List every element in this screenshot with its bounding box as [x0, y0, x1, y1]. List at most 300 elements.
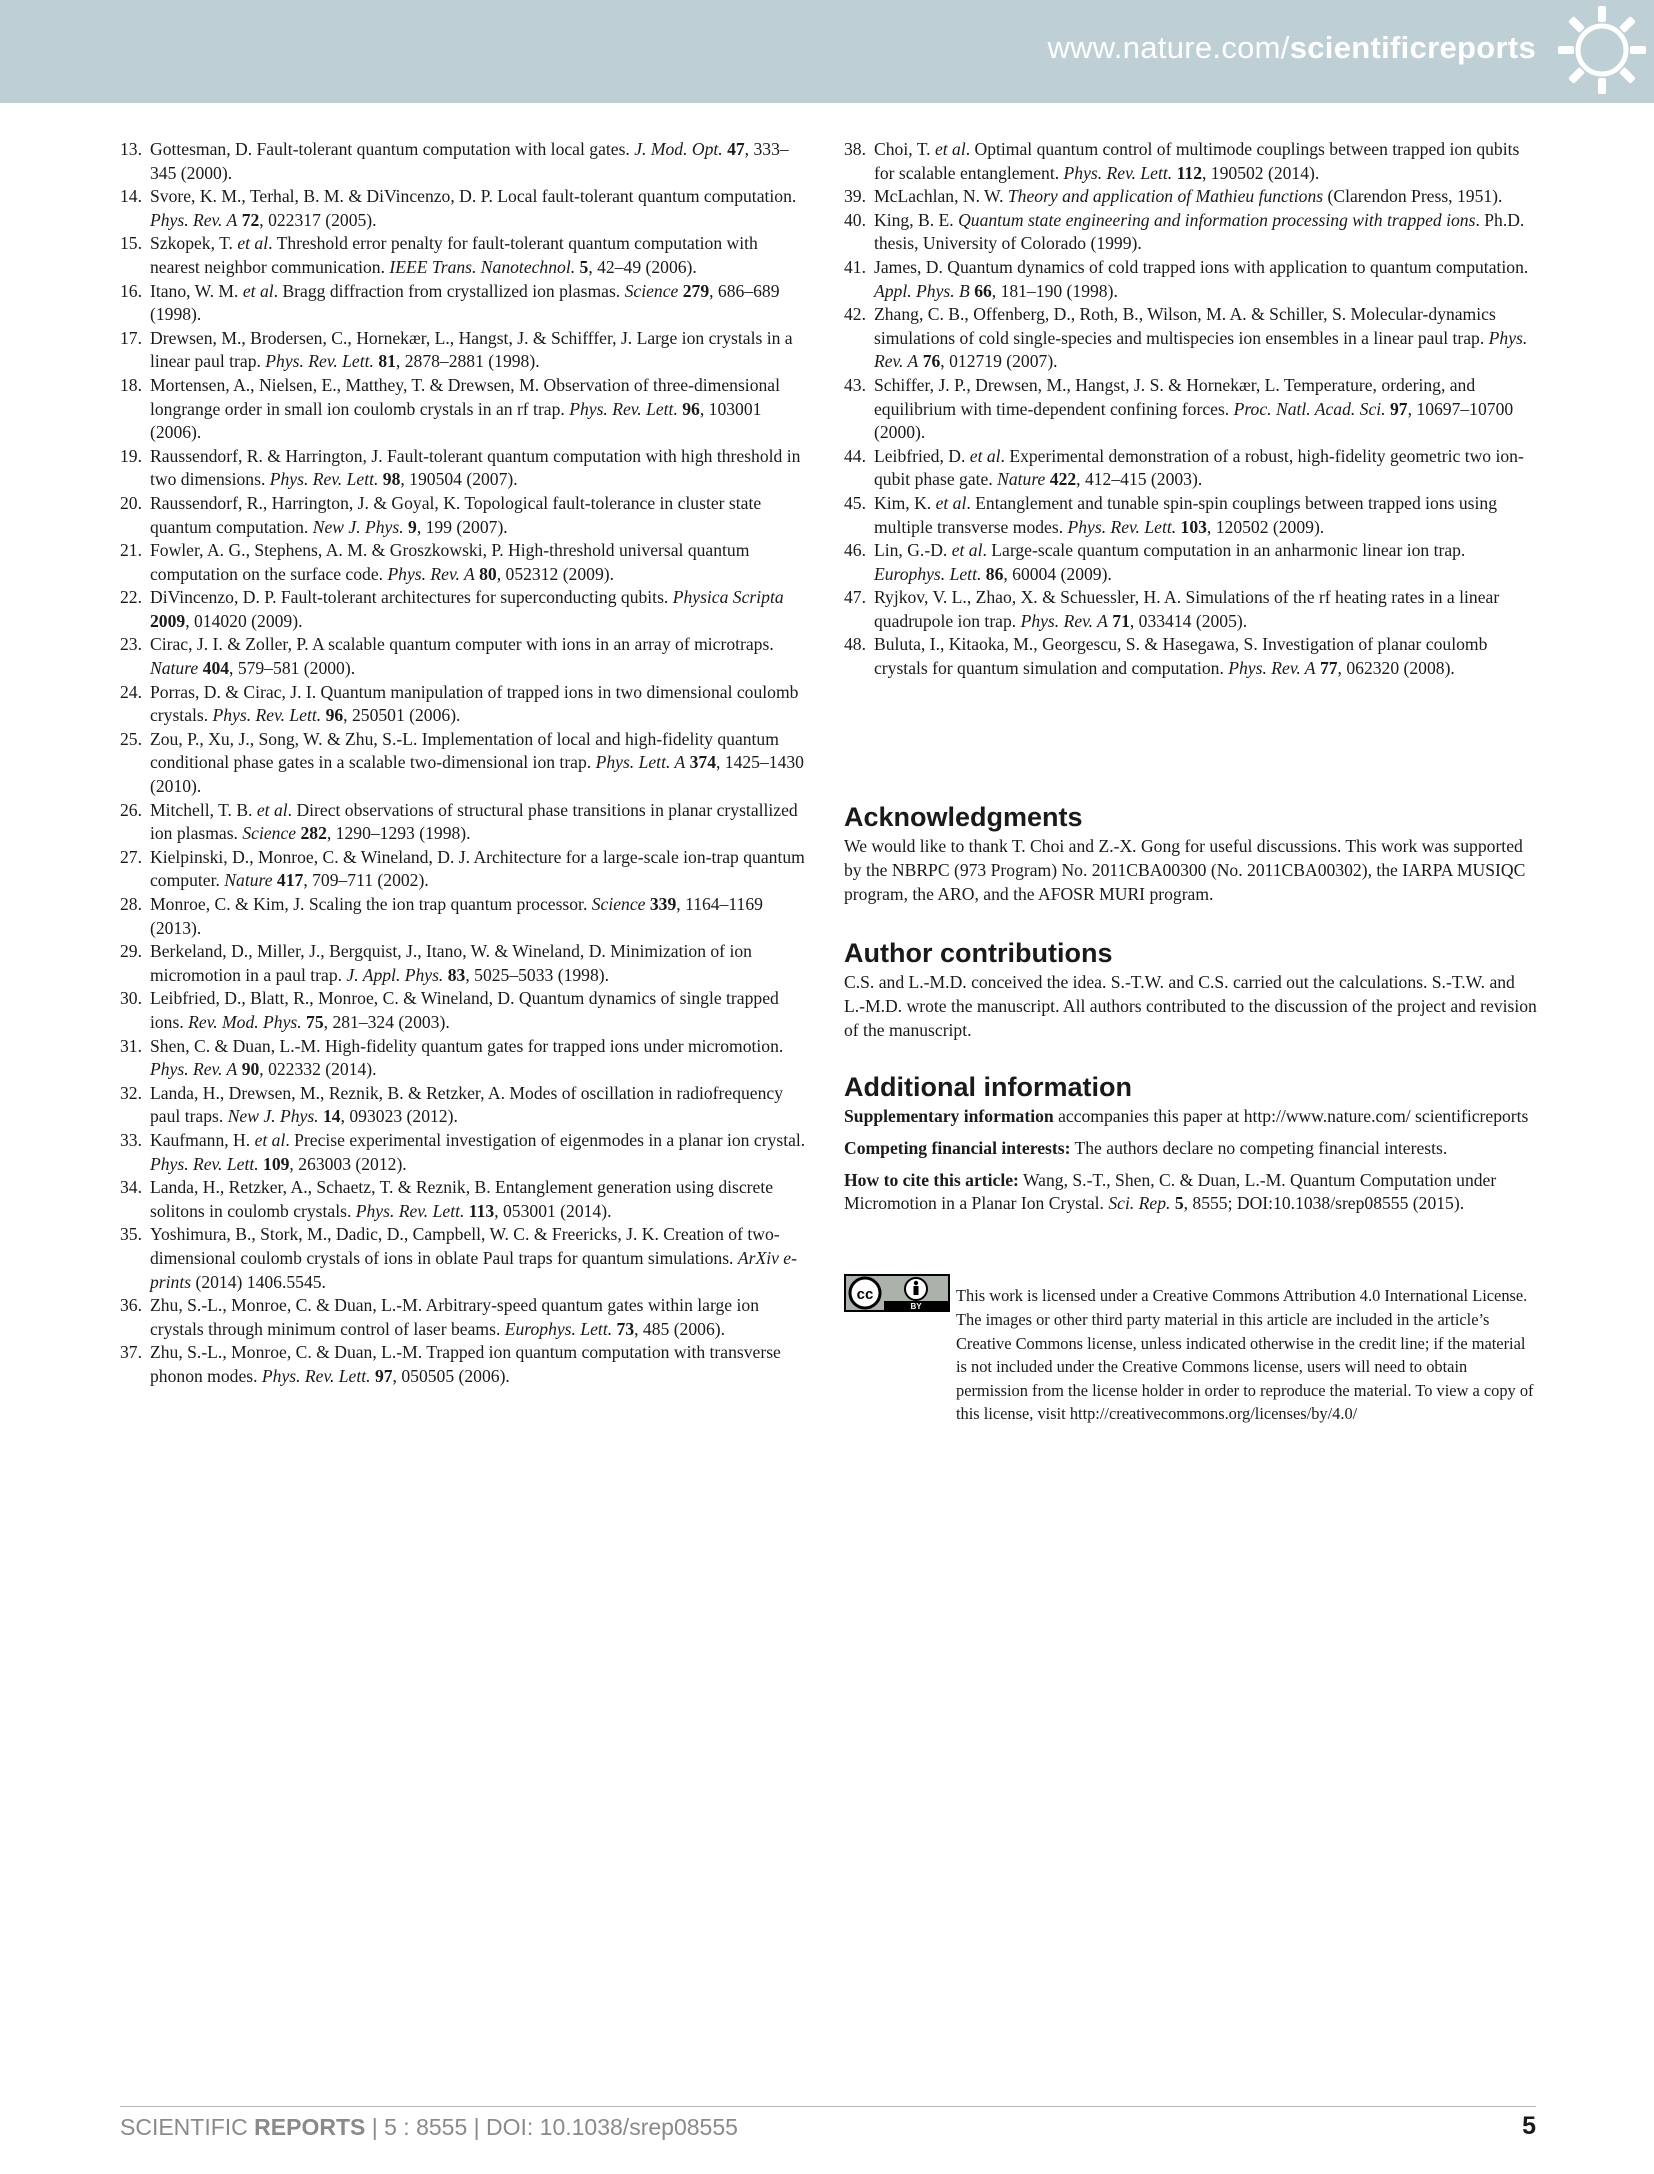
reference-italic: Phys. Rev. Lett.	[569, 398, 678, 419]
supplementary-text[interactable]: accompanies this paper at http://www.nature.com/ scientificreports	[1053, 1106, 1529, 1126]
reference-segment: , 709–711 (2002).	[303, 870, 429, 891]
reference-italic: Phys. Rev. A	[150, 1059, 238, 1080]
reference-segment: Choi, T.	[874, 139, 935, 159]
reference-volume: 47	[727, 139, 745, 159]
reference-italic: Phys. Rev. A	[1228, 658, 1316, 679]
reference-item	[120, 1341, 812, 1388]
reference-segment: Lin, G.-D.	[874, 540, 952, 561]
reference-text	[150, 988, 779, 1032]
reference-segment: , 050505 (2006).	[392, 1365, 510, 1386]
reference-text	[150, 540, 749, 584]
reference-segment: , 033414 (2005).	[1129, 610, 1248, 631]
reference-segment: , 190502 (2014).	[1202, 162, 1320, 183]
reference-segment: , 014020 (2009).	[185, 610, 303, 631]
reference-text	[150, 587, 784, 631]
reference-text	[150, 894, 763, 938]
reference-segment: . Precise experimental investigation of eigenmodes in a planar ion crystal.	[285, 1129, 806, 1150]
reference-text	[150, 328, 793, 372]
reference-segment: , 412–415 (2003).	[1076, 469, 1203, 490]
reference-segment: , 052312 (2009).	[496, 563, 614, 584]
reference-text	[874, 446, 1524, 490]
cite-volume: 5	[1174, 1193, 1184, 1214]
reference-segment: Zhang, C. B., Offenberg, D., Roth, B., Wilson, M. A. & Schiller, S. Molecular-dynamics simulations of cold single-species and multispecies ion ensembles in a linear paul trap.	[874, 304, 1496, 348]
reference-segment: , 053001 (2014).	[494, 1200, 612, 1221]
reference-segment: (Clarendon Press, 1951).	[1323, 186, 1503, 207]
reference-item	[120, 987, 812, 1034]
reference-number: 45.	[844, 492, 866, 513]
reference-italic: Theory and application of Mathieu functions	[1007, 186, 1324, 207]
reference-number: 29.	[120, 941, 142, 962]
reference-item	[844, 303, 1538, 374]
reference-item	[120, 799, 812, 846]
reference-text	[874, 210, 1524, 254]
footer-citation-text: | 5 : 8555 | DOI: 10.1038/srep08555	[365, 2114, 738, 2140]
reference-segment: , 062320 (2008).	[1337, 658, 1455, 679]
reference-italic: Phys. Rev. Lett.	[1067, 516, 1177, 537]
reference-text	[874, 587, 1499, 631]
reference-text	[874, 257, 1528, 301]
reference-segment: , 022317 (2005).	[259, 209, 377, 230]
reference-segment: , 579–581 (2000).	[229, 658, 356, 679]
reference-segment: , 103001 (2006).	[150, 398, 762, 443]
license-text: This work is licensed under a Creative Commons Attribution 4.0 International License. The images or other third party material in this article are included in the article’s Creative Commons license, unless indicated otherwise in the credit line; if the material is not included under the Creative Commons license, users will need to obtain permission from the license holder in order to reproduce the material. To view a copy of this license, visit http://creativecommons.org/licenses/by/4.0/	[956, 1286, 1534, 1424]
reference-text	[874, 186, 1502, 206]
reference-text	[150, 634, 774, 678]
reference-text	[874, 540, 1465, 584]
reference-volume: 282	[300, 823, 327, 844]
reference-number: 40.	[844, 209, 866, 230]
reference-italic: et al	[935, 492, 967, 513]
reference-volume: 374	[689, 752, 716, 773]
reference-volume: 76	[922, 351, 941, 372]
reference-italic: Phys. Rev. Lett.	[1063, 162, 1173, 183]
reference-segment: James, D. Quantum dynamics of cold trapped ions with application to quantum computation.	[874, 256, 1529, 277]
reference-number: 13.	[120, 139, 142, 159]
reference-italic: Phys. Rev. Lett.	[212, 705, 322, 726]
additional-information-title: Additional information	[844, 1072, 1132, 1102]
reference-segment: Mortensen, A., Nielsen, E., Matthey, T. & Drewsen, M. Observation of three-dimensional longrange order in small ion coulomb crystals in an rf trap.	[150, 374, 780, 419]
reference-italic: Europhys. Lett.	[874, 563, 982, 584]
reference-volume: 404	[202, 658, 230, 679]
reference-segment: , 181–190 (1998).	[991, 280, 1118, 301]
reference-item	[120, 940, 812, 987]
reference-volume: 66	[974, 280, 992, 301]
reference-segment: Zhu, S.-L., Monroe, C. & Duan, L.-M. Arbitrary-speed quantum gates within large ion crystals through minimum control of laser beams.	[150, 1295, 759, 1339]
reference-italic: Quantum state engineering and information processing with trapped ions	[958, 209, 1476, 230]
reference-text	[150, 729, 804, 796]
reference-segment: Yoshimura, B., Stork, M., Dadic, D., Campbell, W. C. & Freericks, J. K. Creation of two-dimensional coulomb crystals of ions in oblate Paul traps for quantum simulations.	[150, 1224, 780, 1268]
reference-item	[120, 374, 812, 445]
reference-volume: 71	[1112, 610, 1130, 631]
reference-segment: , 120502 (2009).	[1206, 516, 1325, 537]
reference-italic: Phys. Rev. A	[1020, 610, 1108, 631]
reference-segment: , 012719 (2007).	[940, 351, 1058, 372]
reference-text	[150, 941, 752, 985]
reference-volume: 112	[1176, 162, 1202, 183]
reference-text	[150, 1224, 797, 1291]
competing-interests	[844, 1137, 1538, 1161]
reference-number: 38.	[844, 139, 866, 159]
reference-list-right	[844, 138, 1538, 681]
reference-number: 14.	[120, 186, 142, 207]
reference-text	[874, 634, 1487, 678]
reference-number: 46.	[844, 540, 866, 561]
reference-segment: Porras, D. & Cirac, J. I. Quantum manipulation of trapped ions in two dimensional coulomb crystals.	[150, 681, 799, 726]
reference-text	[150, 186, 796, 230]
reference-text	[150, 375, 780, 442]
reference-segment: . Optimal quantum control of multimode couplings between trapped ion qubits for scalable entanglement.	[874, 139, 1520, 183]
reference-volume: 96	[325, 705, 344, 726]
reference-italic: Proc. Natl. Acad. Sci.	[1233, 398, 1386, 419]
acknowledgments-title: Acknowledgments	[844, 802, 1083, 832]
reference-volume: 83	[447, 964, 466, 985]
reference-italic: et al	[934, 139, 966, 159]
reference-segment: Landa, H., Retzker, A., Schaetz, T. & Reznik, B. Entanglement generation using discrete solitons in coulomb crystals.	[150, 1177, 774, 1221]
reference-segment: Gottesman, D. Fault-tolerant quantum computation with local gates.	[150, 139, 635, 159]
reference-text	[150, 682, 798, 726]
reference-segment: Zhu, S.-L., Monroe, C. & Duan, L.-M. Trapped ion quantum computation with transverse phonon modes.	[150, 1342, 781, 1386]
reference-item	[844, 633, 1538, 680]
reference-volume: 72	[241, 209, 260, 230]
reference-number: 35.	[120, 1224, 142, 1245]
competing-text: The authors declare no competing financial interests.	[1070, 1137, 1448, 1158]
reference-segment: Buluta, I., Kitaoka, M., Georgescu, S. & Hasegawa, S. Investigation of planar coulomb crystals for quantum simulation and computation.	[874, 634, 1488, 679]
reference-segment: Itano, W. M.	[150, 280, 243, 301]
reference-segment: , 5025–5033 (1998).	[465, 964, 610, 985]
reference-segment: Drewsen, M., Brodersen, C., Hornekær, L., Hangst, J. & Schifffer, J. Large ion crystals in a linear paul trap.	[150, 327, 793, 372]
reference-italic: Phys. Rev. A	[874, 327, 1528, 372]
reference-volume: 422	[1049, 469, 1077, 490]
reference-item	[120, 232, 812, 279]
reference-italic: Science	[624, 280, 679, 301]
reference-volume: 86	[985, 563, 1004, 584]
reference-segment: . Direct observations of structural phase transitions in planar crystallized ion plasmas.	[150, 799, 798, 844]
reference-segment: Kaufmann, H.	[150, 1129, 255, 1150]
reference-number: 32.	[120, 1082, 142, 1103]
reference-italic: Science	[242, 823, 297, 844]
reference-item	[120, 681, 812, 728]
reference-item	[844, 209, 1538, 256]
reference-text	[150, 1177, 773, 1221]
reference-item	[120, 327, 812, 374]
reference-segment: , 250501 (2006).	[343, 705, 461, 726]
reference-item	[844, 539, 1538, 586]
reference-volume: 98	[382, 469, 401, 490]
author-contributions-section	[844, 938, 1538, 1042]
reference-item	[844, 185, 1538, 209]
reference-segment: (2014) 1406.5545.	[191, 1271, 326, 1292]
reference-segment: , 2878–2881 (1998).	[395, 351, 540, 372]
references-right-column	[844, 138, 1538, 681]
reference-text	[150, 1295, 759, 1339]
reference-italic: Science	[591, 894, 646, 914]
reference-item	[120, 138, 812, 185]
reference-segment: Fowler, A. G., Stephens, A. M. & Groszkowski, P. High-threshold universal quantum computation on the surface code.	[150, 540, 750, 584]
reference-italic: Phys. Rev. Lett.	[355, 1200, 465, 1221]
reference-volume: 5	[579, 256, 589, 277]
reference-volume: 14	[322, 1106, 341, 1127]
reference-volume: 96	[682, 398, 700, 419]
reference-segment: Leibfried, D.	[874, 445, 970, 466]
reference-number: 36.	[120, 1295, 142, 1316]
footer-divider	[120, 2106, 1536, 2107]
cite-journal: Sci. Rep.	[1108, 1193, 1171, 1214]
reference-italic: Appl. Phys. B	[874, 280, 970, 301]
reference-segment: , 42–49 (2006).	[588, 256, 697, 277]
reference-item	[120, 1035, 812, 1082]
reference-segment: Landa, H., Drewsen, M., Reznik, B. & Retzker, A. Modes of oscillation in radiofrequency paul traps.	[150, 1082, 784, 1127]
reference-italic: J. Mod. Opt.	[634, 139, 723, 159]
reference-segment: , 190504 (2007).	[400, 469, 518, 490]
reference-number: 20.	[120, 492, 142, 513]
reference-volume: 97	[1390, 398, 1408, 419]
reference-segment: , 199 (2007).	[416, 516, 508, 537]
reference-item	[120, 445, 812, 492]
reference-number: 41.	[844, 256, 866, 277]
reference-segment: Shen, C. & Duan, L.-M. High-fidelity quantum gates for trapped ions under micromotion.	[150, 1035, 784, 1056]
references-left-column	[120, 138, 812, 1388]
reference-italic: et al	[969, 445, 1001, 466]
reference-item	[120, 539, 812, 586]
reference-number: 25.	[120, 728, 142, 749]
reference-item	[120, 1082, 812, 1129]
cc-by-icon[interactable]	[844, 1274, 950, 1312]
reference-text	[150, 1342, 781, 1386]
reference-italic: Phys. Rev. A	[150, 209, 238, 230]
reference-segment: , 281–324 (2003).	[323, 1011, 450, 1032]
reference-volume: 113	[468, 1200, 495, 1221]
reference-segment: Svore, K. M., Terhal, B. M. & DiVincenzo, D. P. Local fault-tolerant quantum computation.	[150, 186, 797, 207]
reference-segment: . Large-scale quantum computation in an anharmonic linear ion trap.	[982, 540, 1466, 561]
reference-volume: 279	[682, 280, 710, 301]
reference-list-left	[120, 138, 812, 1388]
reference-item	[844, 492, 1538, 539]
reference-italic: et al	[242, 280, 274, 301]
supplementary-information	[844, 1105, 1538, 1129]
reference-italic: et al	[256, 799, 288, 820]
reference-volume: 81	[378, 351, 396, 372]
reference-segment: , 10697–10700 (2000).	[874, 398, 1514, 443]
reference-italic: Phys. Rev. Lett.	[150, 1153, 259, 1174]
reference-italic: Nature	[224, 870, 273, 891]
reference-number: 24.	[120, 681, 142, 702]
reference-italic: Nature	[997, 469, 1046, 490]
reference-segment: Kim, K.	[874, 492, 936, 513]
additional-information-section	[844, 1072, 1538, 1216]
reference-segment: Monroe, C. & Kim, J. Scaling the ion trap quantum processor.	[150, 894, 592, 914]
reference-italic: New J. Phys.	[227, 1106, 319, 1127]
reference-volume: 2009	[150, 610, 186, 631]
reference-segment: , 485 (2006).	[634, 1318, 725, 1339]
footer-journal-bold: REPORTS	[254, 2114, 366, 2140]
journal-url-domain: www.nature.com/	[1047, 30, 1290, 65]
reference-segment: Berkeland, D., Miller, J., Bergquist, J., Itano, W. & Wineland, D. Minimization of ion micromotion in a paul trap.	[150, 941, 752, 985]
reference-italic: Phys. Rev. Lett.	[269, 469, 379, 490]
reference-italic: New J. Phys.	[312, 516, 404, 537]
reference-number: 33.	[120, 1129, 142, 1150]
reference-item	[844, 586, 1538, 633]
reference-segment: Mitchell, T. B.	[150, 799, 257, 820]
reference-number: 16.	[120, 280, 142, 301]
reference-italic: Europhys. Lett.	[504, 1318, 613, 1339]
reference-segment: Ryjkov, V. L., Zhao, X. & Schuessler, H. A. Simulations of the rf heating rates in a linear quadrupole ion trap.	[874, 587, 1500, 631]
reference-volume: 80	[479, 563, 497, 584]
competing-label: Competing financial interests:	[844, 1137, 1071, 1158]
reference-item	[120, 185, 812, 232]
reference-segment: , 686–689 (1998).	[150, 280, 780, 325]
reference-number: 48.	[844, 634, 866, 655]
reference-italic: et al	[237, 233, 269, 254]
reference-number: 28.	[120, 894, 142, 914]
reference-segment: Leibfried, D., Blatt, R., Monroe, C. & Wineland, D. Quantum dynamics of single trapped ions.	[150, 988, 779, 1032]
reference-number: 42.	[844, 304, 866, 325]
reference-italic: Physica Scripta	[672, 587, 784, 608]
gear-icon	[1554, 2, 1650, 98]
journal-url-name: scientificreports	[1289, 30, 1536, 65]
reference-number: 18.	[120, 374, 142, 395]
reference-volume: 75	[306, 1011, 324, 1032]
footer-citation	[120, 2114, 738, 2141]
reference-item	[844, 138, 1538, 185]
reference-segment: , 263003 (2012).	[289, 1153, 407, 1174]
author-contributions-title: Author contributions	[844, 938, 1113, 968]
reference-item	[844, 374, 1538, 445]
reference-volume: 73	[616, 1318, 635, 1339]
reference-segment: McLachlan, N. W.	[874, 186, 1008, 207]
how-to-cite	[844, 1169, 1538, 1217]
reference-segment: , 1164–1169 (2013).	[150, 894, 763, 938]
reference-italic: Phys. Rev. A	[387, 563, 475, 584]
reference-number: 17.	[120, 327, 142, 348]
reference-number: 37.	[120, 1342, 142, 1363]
reference-segment: , 093023 (2012).	[340, 1106, 458, 1127]
reference-segment: Cirac, J. I. & Zoller, P. A scalable quantum computer with ions in an array of microtraps.	[150, 634, 774, 655]
reference-italic: Phys. Rev. Lett.	[261, 1365, 371, 1386]
reference-number: 47.	[844, 587, 866, 608]
reference-volume: 90	[241, 1059, 260, 1080]
reference-item	[120, 893, 812, 940]
journal-url[interactable]	[1047, 30, 1536, 66]
reference-segment: . Experimental demonstration of a robust, high-fidelity geometric two ion-qubit phase gate.	[874, 445, 1524, 490]
reference-text	[150, 1130, 805, 1174]
reference-text	[150, 281, 780, 325]
reference-item	[120, 280, 812, 327]
reference-segment: Szkopek, T.	[150, 233, 238, 254]
license-block	[844, 1268, 1538, 1442]
reference-volume: 9	[408, 516, 417, 537]
footer-journal-light: SCIENTIFIC	[120, 2114, 255, 2140]
reference-volume: 109	[263, 1153, 290, 1174]
reference-number: 22.	[120, 587, 142, 608]
reference-text	[150, 233, 758, 277]
cite-label: How to cite this article:	[844, 1169, 1019, 1190]
reference-italic: ArXiv e-prints	[150, 1247, 797, 1292]
reference-text	[150, 493, 761, 537]
reference-segment: DiVincenzo, D. P. Fault-tolerant architectures for superconducting qubits.	[150, 587, 673, 608]
reference-number: 39.	[844, 186, 866, 207]
reference-segment: Raussendorf, R. & Harrington, J. Fault-tolerant quantum computation with high threshold in two dimensions.	[150, 445, 801, 490]
reference-text	[874, 493, 1497, 537]
reference-item	[120, 1294, 812, 1341]
reference-volume: 77	[1319, 658, 1338, 679]
reference-segment: , 1290–1293 (1998).	[326, 823, 471, 844]
reference-text	[150, 1083, 783, 1127]
cc-by-label: BY	[910, 1302, 922, 1311]
reference-number: 19.	[120, 445, 142, 466]
reference-number: 15.	[120, 233, 142, 254]
reference-number: 27.	[120, 846, 142, 867]
svg-text:cc: cc	[856, 1286, 874, 1303]
reference-text	[874, 139, 1519, 183]
reference-italic: Rev. Mod. Phys.	[188, 1011, 302, 1032]
reference-italic: Phys. Lett. A	[595, 752, 686, 773]
acknowledgments-section	[844, 802, 1538, 906]
reference-item	[120, 1129, 812, 1176]
acknowledgments-text: We would like to thank T. Choi and Z.-X. Gong for useful discussions. This work was supported by the NBRPC (973 Program) No. 2011CBA00300 (No. 2011CBA00302), the IARPA MUSIQC program, the ARO, and the AFOSR MURI program.	[844, 836, 1526, 904]
reference-volume: 97	[374, 1365, 393, 1386]
reference-item	[120, 1176, 812, 1223]
reference-italic: et al	[254, 1129, 286, 1150]
reference-segment: . Threshold error penalty for fault-tolerant quantum computation with nearest neighbor communication.	[150, 233, 758, 277]
reference-italic: Nature	[150, 658, 199, 679]
reference-segment: . Ph.D. thesis, University of Colorado (1999).	[874, 209, 1525, 254]
reference-segment: King, B. E.	[874, 209, 959, 230]
reference-item	[120, 728, 812, 799]
reference-item	[844, 256, 1538, 303]
reference-number: 43.	[844, 374, 866, 395]
reference-segment: Schiffer, J. P., Drewsen, M., Hangst, J. S. & Hornekær, L. Temperature, ordering, and equilibrium with time-dependent confining forces.	[874, 374, 1476, 419]
reference-text	[150, 1036, 783, 1080]
reference-segment: . Entanglement and tunable spin-spin couplings between trapped ions using multiple transverse modes.	[874, 492, 1497, 537]
reference-segment: Kielpinski, D., Monroe, C. & Wineland, D. J. Architecture for a large-scale ion-trap quantum computer.	[150, 846, 805, 891]
reference-italic: et al	[951, 540, 983, 561]
reference-number: 21.	[120, 540, 142, 561]
reference-text	[874, 375, 1513, 442]
cite-text-2: , 8555; DOI:10.1038/srep08555 (2015).	[1183, 1193, 1465, 1214]
reference-text	[150, 446, 800, 490]
reference-number: 23.	[120, 634, 142, 655]
reference-text	[874, 304, 1527, 371]
reference-volume: 417	[276, 870, 304, 891]
reference-text	[150, 139, 789, 183]
reference-number: 31.	[120, 1035, 142, 1056]
reference-segment: , 022332 (2014).	[259, 1059, 377, 1080]
reference-italic: Phys. Rev. Lett.	[265, 351, 374, 372]
reference-text	[150, 800, 798, 844]
reference-item	[844, 445, 1538, 492]
reference-segment: , 333–345 (2000).	[150, 139, 789, 183]
reference-segment: Zou, P., Xu, J., Song, W. & Zhu, S.-L. Implementation of local and high-fidelity quantum conditional phase gates in a scalable two-dimensional ion trap.	[150, 728, 779, 773]
reference-number: 44.	[844, 445, 866, 466]
reference-item	[120, 1223, 812, 1294]
reference-item	[120, 492, 812, 539]
reference-segment: . Bragg diffraction from crystallized ion plasmas.	[273, 280, 625, 301]
reference-segment: , 1425–1430 (2010).	[150, 752, 804, 797]
reference-segment: , 60004 (2009).	[1003, 563, 1112, 584]
reference-item	[120, 846, 812, 893]
reference-item	[120, 633, 812, 680]
reference-number: 30.	[120, 988, 142, 1009]
reference-italic: J. Appl. Phys.	[346, 964, 444, 985]
page-number: 5	[1522, 2112, 1536, 2140]
reference-segment: Raussendorf, R., Harrington, J. & Goyal, K. Topological fault-tolerance in cluster state quantum computation.	[150, 492, 762, 537]
reference-text	[150, 847, 805, 891]
reference-volume: 339	[649, 894, 677, 914]
cite-text-1: Wang, S.-T., Shen, C. & Duan, L.-M. Quantum Computation under Micromotion in a Planar Ion Crystal.	[844, 1169, 1497, 1214]
reference-number: 34.	[120, 1177, 142, 1198]
author-contributions-text: C.S. and L.-M.D. conceived the idea. S.-T.W. and C.S. carried out the calculations. S.-T.W. and L.-M.D. wrote the manuscript. All authors contributed to the discussion of the project and revision of the manuscript.	[844, 972, 1537, 1040]
reference-volume: 103	[1180, 516, 1207, 537]
